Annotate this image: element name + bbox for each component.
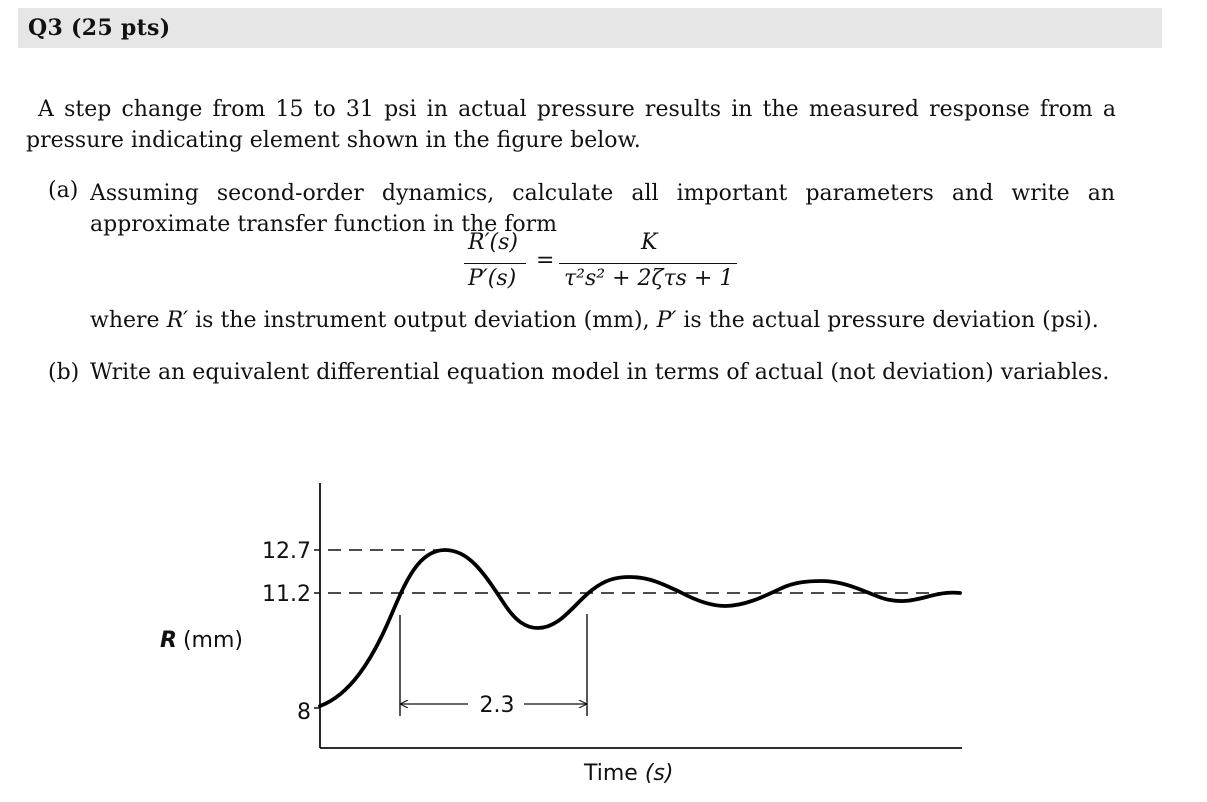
response-curve bbox=[320, 550, 960, 706]
y-tick-label-12-7: 12.7 bbox=[262, 539, 311, 564]
intro-text: A step change from 15 to 31 psi in actual pressure results in the measured response from a pressure indicating element shown in the figure below. bbox=[26, 97, 1116, 153]
y-tick-label-8: 8 bbox=[297, 700, 311, 725]
lhs-numerator: R′(s) bbox=[468, 230, 519, 255]
x-axis-text: Time bbox=[584, 761, 645, 786]
y-axis-unit: (mm) bbox=[182, 628, 243, 653]
rhs-denominator: τ²s² + 2ζτs + 1 bbox=[564, 266, 734, 291]
part-b-label: (b) bbox=[48, 360, 80, 385]
x-axis-unit: (s) bbox=[644, 761, 674, 786]
y-tick-label-11-2: 11.2 bbox=[262, 582, 311, 607]
x-axis-label bbox=[583, 761, 673, 786]
where-text-2: is the instrument output deviation (mm), bbox=[188, 308, 657, 333]
lhs-denominator: P′(s) bbox=[468, 266, 517, 291]
where-text-3: is the actual pressure deviation (psi). bbox=[676, 308, 1099, 333]
part-a-text: Assuming second-order dynamics, calculate all important parameters and write an approximate transfer function in the form bbox=[90, 181, 1115, 237]
question-title: Q3 (25 pts) bbox=[28, 15, 171, 41]
r-prime-variable: R′ bbox=[166, 308, 189, 333]
part-a-label: (a) bbox=[48, 178, 79, 203]
p-prime-variable: P′ bbox=[656, 308, 677, 333]
equals-sign: = bbox=[536, 248, 555, 273]
y-axis-label bbox=[160, 628, 243, 653]
interval-label: 2.3 bbox=[479, 693, 515, 718]
part-b-text: Write an equivalent differential equation model in terms of actual (not deviation) variables. bbox=[90, 360, 1110, 385]
where-text-1: where bbox=[90, 308, 167, 333]
rhs-numerator: K bbox=[641, 230, 658, 255]
y-axis-variable: R bbox=[160, 628, 177, 653]
